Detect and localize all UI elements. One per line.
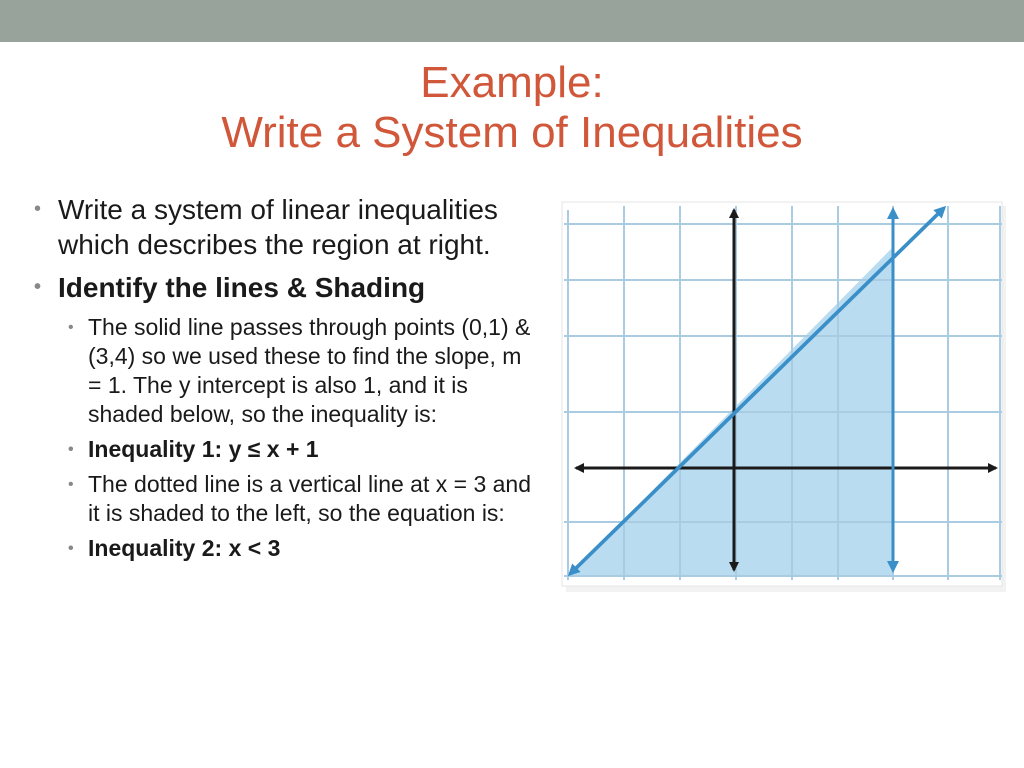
- title-line-2: Write a System of Inequalities: [221, 108, 803, 157]
- title-line-1: Example:: [420, 58, 604, 107]
- inequality-graph: [540, 196, 1008, 596]
- bullet-write-system: • Write a system of linear inequalities which describes the region at right.: [32, 192, 532, 262]
- slide-body: [32, 192, 532, 569]
- top-band: [0, 0, 1024, 42]
- bullet-identify-lines: • Identify the lines & Shading: [32, 270, 532, 305]
- graph-svg: [540, 196, 1008, 596]
- bullet-list: [32, 192, 532, 563]
- slide-title: [0, 58, 1024, 158]
- sub-bullet-dotted-line: • The dotted line is a vertical line at x = 3 and it is shaded to the left, so the equation is:: [32, 470, 532, 528]
- sub-bullet-inequality-2: • Inequality 2: x < 3: [32, 534, 532, 563]
- sub-bullet-solid-line: • The solid line passes through points (0,1) & (3,4) so we used these to find the slope, m = 1. The y intercept is also 1, and it is shaded below, so the inequality is:: [32, 313, 532, 429]
- sub-bullet-inequality-1: • Inequality 1: y ≤ x + 1: [32, 435, 532, 464]
